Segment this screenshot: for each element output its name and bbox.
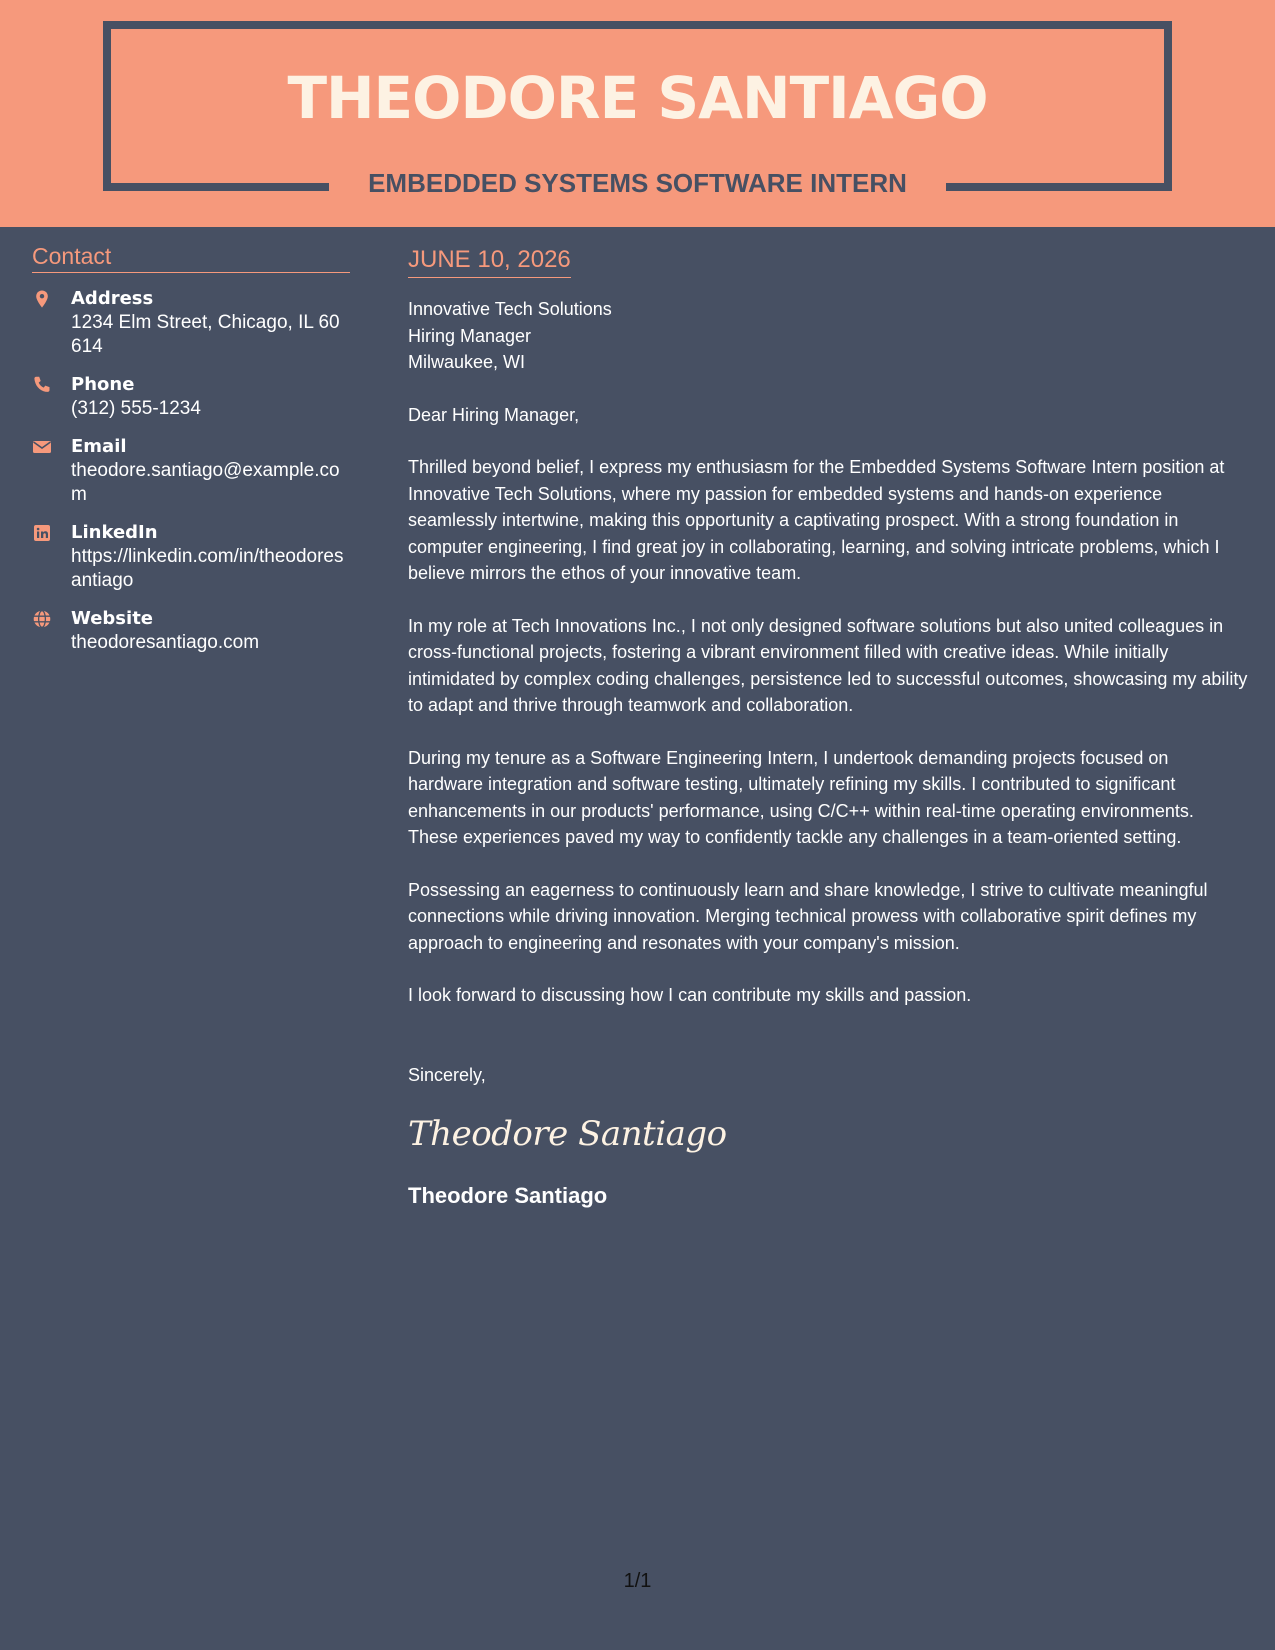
contact-label: Address bbox=[71, 288, 154, 309]
letter-body bbox=[408, 244, 1248, 1210]
contact-heading: Contact bbox=[32, 241, 350, 273]
website-link[interactable]: theodoresantiago.com bbox=[71, 632, 260, 653]
contact-item-linkedin bbox=[32, 521, 350, 593]
paragraph: Possessing an eagerness to continuously learn and share knowledge, I strive to cultivate meaningful connections while driving innovation. Merging technical prowess with collaborative spirit defines my approach to engineering and resonates with your company's mission. bbox=[408, 879, 1208, 953]
recipient-role: Hiring Manager bbox=[408, 325, 532, 346]
paragraph: Thrilled beyond belief, I express my enthusiasm for the Embedded Systems Software Intern position at Innovative Tech Solutions, where my passion for embedded systems and hands-on experience seamlessly intertwine, making this opportunity a captivating prospect. With a strong foundation in computer engineering, I find great joy in collaborating, learning, and solving intricate problems, which I believe mirrors the ethos of your innovative team. bbox=[408, 457, 1225, 583]
contact-sidebar bbox=[32, 241, 350, 655]
recipient-block bbox=[408, 296, 1248, 376]
header-banner bbox=[0, 0, 1275, 227]
letter-date: JUNE 10, 2026 bbox=[408, 244, 571, 278]
paragraph: In my role at Tech Innovations Inc., I not only designed software solutions but also united colleagues in cross-functional projects, fostering a vibrant environment filled with creative ideas. While initially intimidated by complex coding challenges, persistence led to successful outcomes, showcasing my ability to adapt and thrive through teamwork and collaboration. bbox=[408, 615, 1248, 715]
contact-value: (312) 555-1234 bbox=[71, 398, 201, 419]
salutation: Dear Hiring Manager, bbox=[408, 404, 580, 425]
email-link[interactable]: theodore.santiago@example.com bbox=[71, 460, 340, 505]
contact-item-address bbox=[32, 287, 350, 359]
contact-label: Website bbox=[71, 608, 154, 629]
contact-item-phone bbox=[32, 373, 350, 421]
paragraph: During my tenure as a Software Engineering Intern, I undertook demanding projects focused on hardware integration and software testing, ultimately refining my skills. I contributed to significant enhancements in our products' performance, using C/C++ within real-time operating environments. These experiences paved my way to confidently tackle any challenges in a team-oriented setting. bbox=[408, 747, 1194, 847]
phone-icon bbox=[32, 375, 52, 395]
applicant-name: THEODORE SANTIAGO bbox=[287, 64, 988, 132]
page-indicator: 1/1 bbox=[623, 1570, 652, 1592]
contact-item-email bbox=[32, 435, 350, 507]
map-pin-icon bbox=[32, 289, 52, 309]
contact-item-website bbox=[32, 607, 350, 655]
header-frame-bottom-right bbox=[946, 183, 1172, 191]
paragraph: I look forward to discussing how I can contribute my skills and passion. bbox=[408, 985, 972, 1005]
contact-label: LinkedIn bbox=[71, 522, 158, 543]
job-title: EMBEDDED SYSTEMS SOFTWARE INTERN bbox=[368, 168, 907, 198]
recipient-company: Innovative Tech Solutions bbox=[408, 299, 612, 319]
contact-value: 1234 Elm Street, Chicago, IL 60614 bbox=[71, 312, 340, 357]
contact-label: Email bbox=[71, 436, 127, 457]
globe-icon bbox=[32, 609, 52, 629]
signer-name: Theodore Santiago bbox=[408, 1183, 608, 1208]
linkedin-link[interactable]: https://linkedin.com/in/theodoresantiago bbox=[71, 546, 344, 591]
recipient-location: Milwaukee, WI bbox=[408, 352, 526, 372]
envelope-icon bbox=[32, 437, 52, 457]
closing: Sincerely, bbox=[408, 1064, 486, 1085]
header-frame-bottom-left bbox=[103, 183, 329, 191]
linkedin-icon bbox=[32, 523, 52, 543]
handwritten-signature: Theodore Santiago bbox=[408, 1114, 727, 1154]
contact-label: Phone bbox=[71, 374, 135, 395]
